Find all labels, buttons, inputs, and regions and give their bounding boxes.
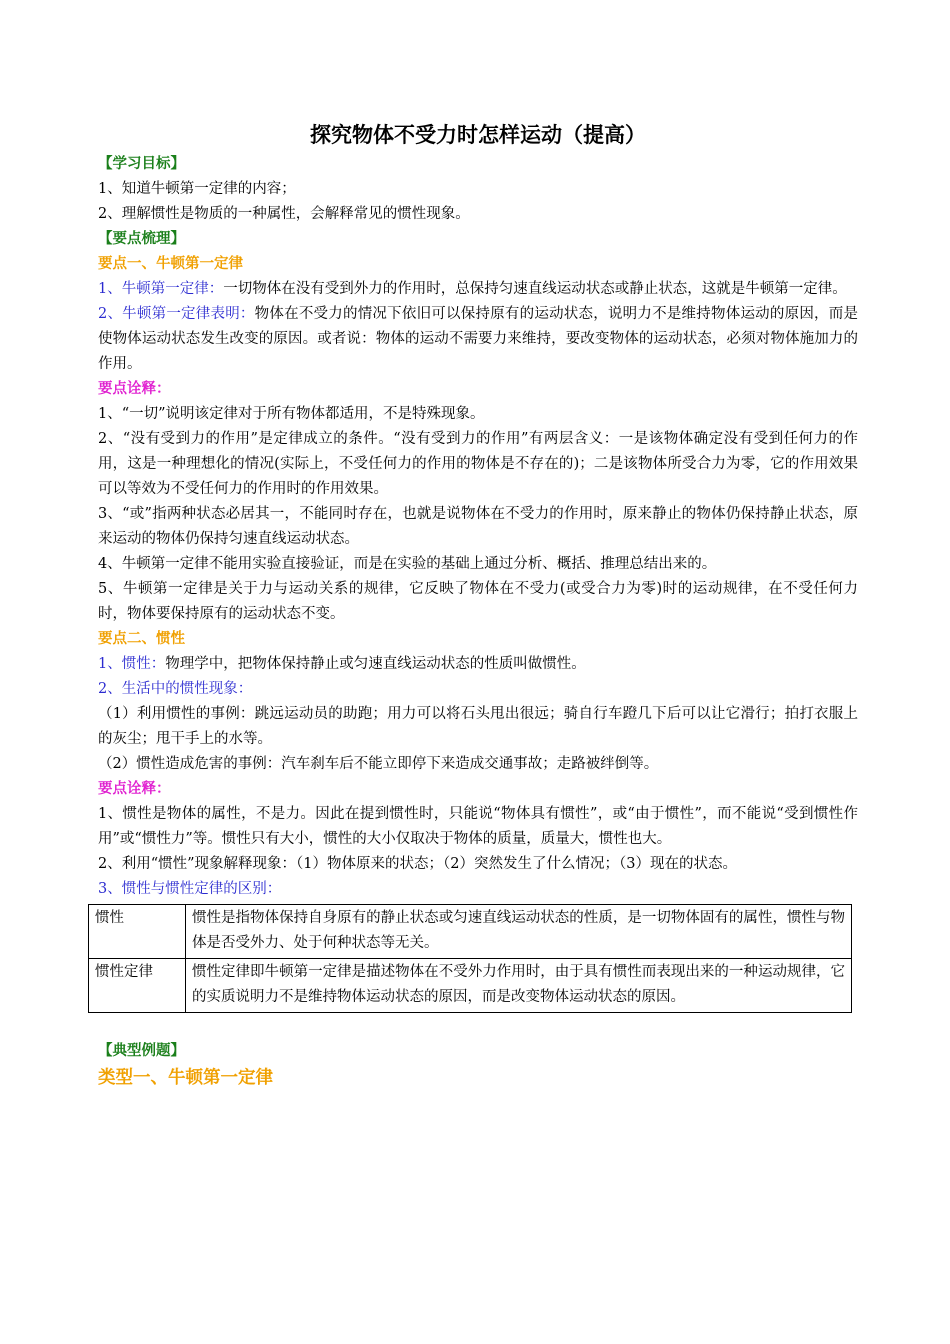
point1-item-1-text: 一切物体在没有受到外力的作用时，总保持匀速直线运动状态或静止状态，这就是牛顿第一定律。 xyxy=(223,281,847,297)
explain2-item: 1、惯性是物体的属性，不是力。因此在提到惯性时，只能说“物体具有惯性”，或“由于惯性”，而不能说“受到惯性作用”或“惯性力”等。惯性只有大小，惯性的大小仅取决于物体的质量，质量大，惯性也大。 xyxy=(98,806,858,847)
point2-heading: 要点二、惯性 xyxy=(98,631,185,647)
type1-heading: 类型一、牛顿第一定律 xyxy=(98,1068,273,1088)
table-cell-desc: 惯性是指物体保持自身原有的静止状态或匀速直线运动状态的性质，是一切物体固有的属性，惯性与物体是否受外力、处于何种状态等无关。 xyxy=(186,905,852,959)
inertia-example: （1）利用惯性的事例：跳远运动员的助跑；用力可以将石头甩出很远；骑自行车蹬几下后可以让它滑行；拍打衣服上的灰尘；甩干手上的水等。 xyxy=(98,706,858,747)
point2-item-1-text: 物理学中，把物体保持静止或匀速直线运动状态的性质叫做惯性。 xyxy=(165,656,586,672)
explain2-item: 2、利用“惯性”现象解释现象：（1）物体原来的状态；（2）突然发生了什么情况；（3）现在的状态。 xyxy=(98,856,737,872)
explain1-item: 1、“一切”说明该定律对于所有物体都适用，不是特殊现象。 xyxy=(98,406,485,422)
spacer xyxy=(98,1013,858,1039)
goal-item: 1、知道牛顿第一定律的内容； xyxy=(98,181,296,197)
point2-item-3-label: 3、惯性与惯性定律的区别： xyxy=(98,881,282,897)
goal-item: 2、理解惯性是物质的一种属性，会解释常见的惯性现象。 xyxy=(98,206,470,222)
point1-item-1-label: 1、牛顿第一定律： xyxy=(98,281,224,297)
table-cell-desc: 惯性定律即牛顿第一定律是描述物体在不受外力作用时，由于具有惯性而表现出来的一种运动规律，它的实质说明力不是维持物体运动状态的原因，而是改变物体运动状态的原因。 xyxy=(186,959,852,1013)
point2-item-1 xyxy=(98,652,858,677)
table-cell-term: 惯性 xyxy=(89,905,186,959)
explain1-item: 3、“或”指两种状态必居其一，不能同时存在，也就是说物体在不受力的作用时，原来静止的物体仍保持静止状态，原来运动的物体仍保持匀速直线运动状态。 xyxy=(98,506,858,547)
section-heading-examples: 【典型例题】 xyxy=(98,1043,185,1059)
comparison-table xyxy=(88,904,852,1013)
explain-heading-2: 要点诠释： xyxy=(98,781,171,797)
section-heading-points: 【要点梳理】 xyxy=(98,231,185,247)
point2-item-2-label: 2、生活中的惯性现象： xyxy=(98,681,253,697)
document-page xyxy=(95,118,858,1092)
explain-heading-1: 要点诠释： xyxy=(98,381,171,397)
point1-item-1 xyxy=(98,277,858,302)
page-title: 探究物体不受力时怎样运动（提高） xyxy=(310,123,646,147)
section-heading-goals: 【学习目标】 xyxy=(98,156,185,172)
point1-item-2-text: 物体在不受力的情况下依旧可以保持原有的运动状态，说明力不是维持物体运动的原因，而是使物体运动状态发生改变的原因。或者说：物体的运动不需要力来维持，要改变物体的运动状态，必须对物体施加力的作用。 xyxy=(98,306,858,372)
explain1-item: 4、牛顿第一定律不能用实验直接验证，而是在实验的基础上通过分析、概括、推理总结出来的。 xyxy=(98,556,717,572)
inertia-example: （2）惯性造成危害的事例：汽车刹车后不能立即停下来造成交通事故；走路被绊倒等。 xyxy=(98,756,659,772)
point1-item-2-label: 2、牛顿第一定律表明： xyxy=(98,306,255,322)
explain1-item: 2、“没有受到力的作用”是定律成立的条件。“没有受到力的作用”有两层含义：一是该物体确定没有受到任何力的作用，这是一种理想化的情况(实际上，不受任何力的作用的物体是不存在的)；二是该物体所受合力为零，它的作用效果可以等效为不受任何力的作用时的作用效果。 xyxy=(98,431,858,497)
point2-item-1-label: 1、惯性： xyxy=(98,656,166,672)
point1-heading: 要点一、牛顿第一定律 xyxy=(98,256,243,272)
table-row xyxy=(89,905,852,959)
explain1-item: 5、牛顿第一定律是关于力与运动关系的规律，它反映了物体在不受力(或受合力为零)时的运动规律，在不受任何力时，物体要保持原有的运动状态不变。 xyxy=(98,581,858,622)
table-cell-term: 惯性定律 xyxy=(89,959,186,1013)
table-row xyxy=(89,959,852,1013)
point1-item-2 xyxy=(98,302,858,377)
